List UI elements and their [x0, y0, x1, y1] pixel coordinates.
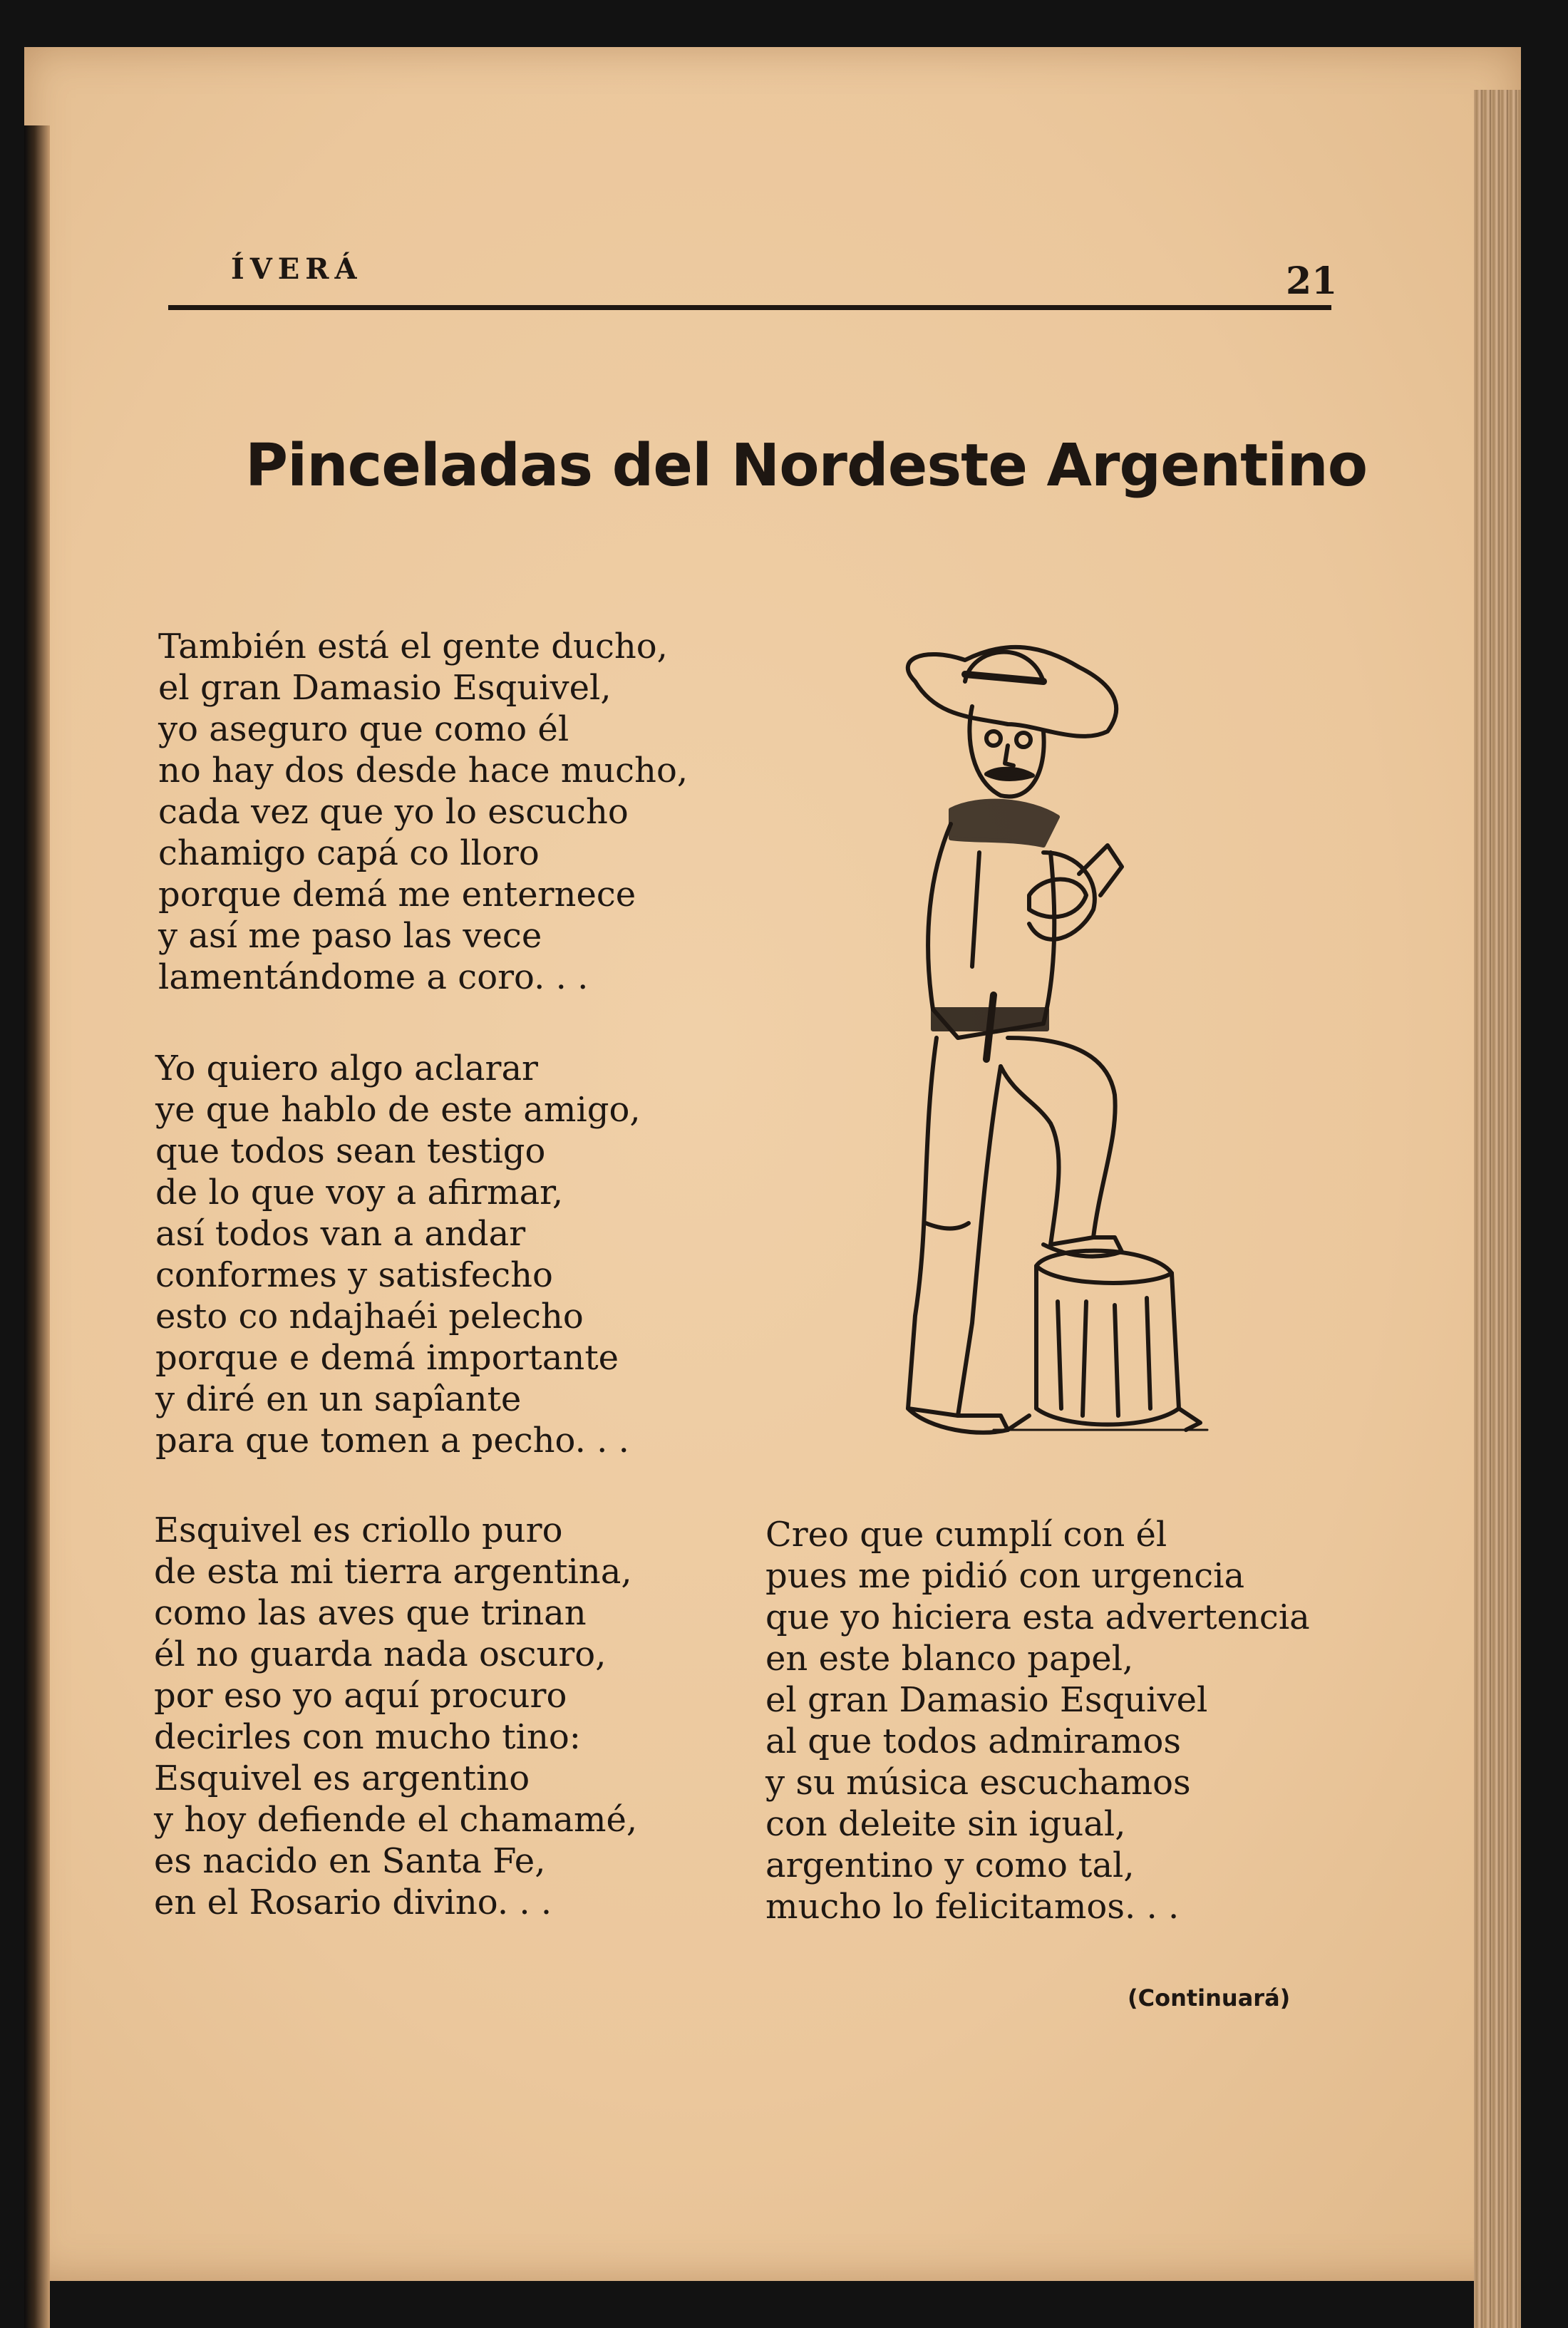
stanza-2 — [155, 1048, 641, 1461]
verse-line: que yo hiciera esta advertencia — [765, 1597, 1310, 1637]
verse-line: decirles con mucho tino: — [154, 1717, 581, 1757]
stanza-3 — [154, 1510, 637, 1923]
verse-line: y así me paso las vece — [158, 916, 542, 956]
verse-line: como las aves que trinan — [154, 1593, 587, 1633]
verse-line: pues me pidió con urgencia — [765, 1556, 1245, 1596]
verse-line: esto co ndajhaéi pelecho — [155, 1297, 584, 1336]
verse-line: que todos sean testigo — [155, 1131, 546, 1171]
verse-line: Esquivel es argentino — [154, 1758, 530, 1798]
verse-line: por eso yo aquí procuro — [154, 1676, 567, 1716]
stanza-1 — [158, 626, 688, 998]
verse-line: así todos van a andar — [155, 1214, 526, 1254]
verse-line: chamigo capá co lloro — [158, 833, 540, 873]
verse-line: y diré en un sapîante — [155, 1379, 522, 1419]
gaucho-illustration-icon — [865, 639, 1236, 1494]
verse-line: Creo que cumplí con él — [765, 1515, 1167, 1555]
verse-line: al que todos admiramos — [765, 1721, 1182, 1761]
magazine-header: ÍVERÁ — [231, 252, 363, 286]
verse-line: no hay dos desde hace mucho, — [158, 751, 688, 790]
raised-leg — [1001, 1038, 1115, 1245]
verse-line: de esta mi tierra argentina, — [154, 1552, 632, 1592]
verse-line: con deleite sin igual, — [765, 1804, 1126, 1844]
scarf — [951, 801, 1058, 845]
verse-line: cada vez que yo lo escucho — [158, 792, 629, 832]
verse-line: argentino y como tal, — [765, 1845, 1135, 1885]
binding-shadow — [24, 125, 50, 2328]
header-rule — [168, 305, 1331, 310]
verse-line: yo aseguro que como él — [158, 709, 569, 749]
verse-line: de lo que voy a afirmar, — [155, 1173, 564, 1212]
page-stack-edge — [1474, 90, 1521, 2328]
verse-line: en este blanco papel, — [765, 1639, 1134, 1679]
verse-line: y su música escuchamos — [765, 1763, 1191, 1803]
verse-line: para que tomen a pecho. . . — [155, 1421, 629, 1461]
verse-line: es nacido en Santa Fe, — [154, 1841, 546, 1881]
verse-line: mucho lo felicitamos. . . — [765, 1887, 1180, 1927]
verse-line: Yo quiero algo aclarar — [155, 1049, 538, 1088]
verse-line: También está el gente ducho, — [158, 627, 668, 666]
verse-line: Esquivel es criollo puro — [154, 1510, 563, 1550]
article-title: Pinceladas del Nordeste Argentino — [245, 432, 1368, 500]
verse-line: él no guarda nada oscuro, — [154, 1634, 607, 1674]
verse-line: conformes y satisfecho — [155, 1255, 553, 1295]
verse-line: el gran Damasio Esquivel — [765, 1680, 1208, 1720]
hat-brim — [908, 647, 1116, 736]
magazine-page — [24, 47, 1521, 2281]
verse-line: en el Rosario divino. . . — [154, 1883, 552, 1922]
verse-line: y hoy defiende el chamamé, — [154, 1800, 638, 1840]
page-number: 21 — [1286, 259, 1338, 303]
verse-line: porque demá me enternece — [158, 875, 636, 915]
continuation-note: (Continuará) — [1128, 1984, 1291, 2012]
verse-line: porque e demá importante — [155, 1338, 619, 1378]
verse-line: el gran Damasio Esquivel, — [158, 668, 612, 708]
stanza-4 — [765, 1514, 1310, 1927]
verse-line: ye que hablo de este amigo, — [155, 1090, 641, 1130]
verse-line: lamentándome a coro. . . — [158, 957, 589, 997]
